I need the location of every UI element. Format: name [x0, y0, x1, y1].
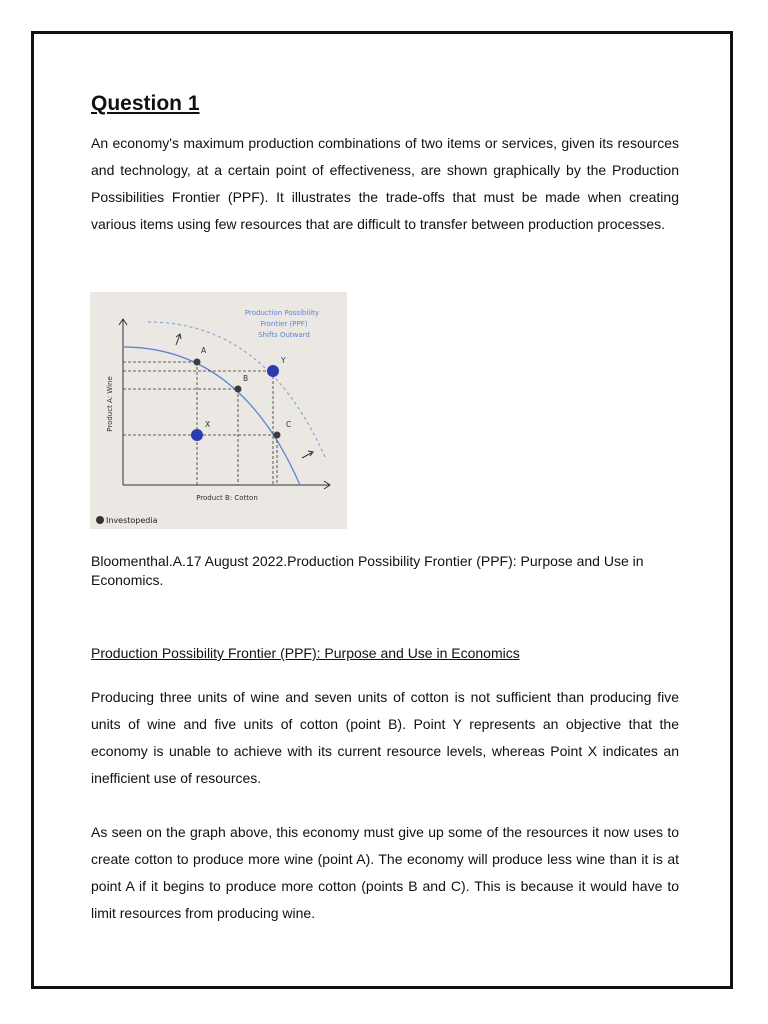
section-subheading: Production Possibility Frontier (PPF): Purpose and Use in Economics — [91, 645, 520, 661]
point-y — [267, 365, 279, 377]
label-c: C — [286, 420, 292, 429]
y-axis-label: Product A: Wine — [106, 376, 114, 432]
citation — [91, 552, 679, 590]
ppf-figure — [90, 292, 347, 529]
citation-text: Bloomenthal.A.17 August 2022.Production Possibility Frontier (PPF): Purpose and Use in Economics. — [91, 553, 644, 588]
point-x — [191, 429, 203, 441]
question-heading: Question 1 — [91, 92, 200, 115]
ppf-diagram — [90, 292, 347, 529]
investopedia-logo-icon — [96, 516, 104, 524]
body-paragraph-1 — [91, 684, 679, 792]
label-b: B — [243, 374, 249, 383]
svg-text:Production Possibility: Production Possibility — [244, 309, 320, 317]
body-paragraph-2 — [91, 819, 679, 927]
svg-text:Frontier (PPF): Frontier (PPF) — [260, 320, 308, 328]
point-b — [235, 386, 242, 393]
paragraph-2-text: As seen on the graph above, this economy must give up some of the resources it now uses to create cotton to produce more wine (point A). The economy will produce less wine than it is at point A if it begins to produce more cotton (points B and C). This is because it would have to limit resources from producing wine. — [91, 824, 679, 921]
intro-paragraph — [91, 130, 679, 238]
label-a: A — [201, 346, 207, 355]
point-c — [274, 432, 281, 439]
intro-text: An economy's maximum production combinations of two items or services, given its resources and technology, at a certain point of effectiveness, are shown graphically by the Production Possibilities Frontier (PPF). It illustrates the trade-offs that must be made when creating various items using few resources that are difficult to transfer between production processes. — [91, 135, 679, 232]
guide-lines — [123, 362, 277, 485]
svg-text:Shifts Outward: Shifts Outward — [258, 331, 310, 339]
label-x: X — [205, 420, 211, 429]
source-label: Investopedia — [106, 516, 158, 525]
point-a — [194, 359, 201, 366]
ppf-annotation — [245, 309, 319, 339]
label-y: Y — [281, 356, 286, 365]
x-axis-label: Product B: Cotton — [196, 494, 258, 502]
paragraph-1-text: Producing three units of wine and seven units of cotton is not sufficient than producing five units of wine and five units of cotton (point B). Point Y represents an objective that the economy is unable to achieve with its current resource levels, whereas Point X indicates an inefficient use of resources. — [91, 689, 679, 786]
